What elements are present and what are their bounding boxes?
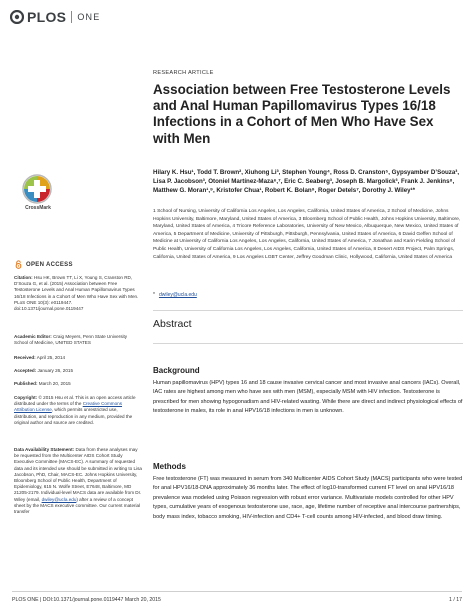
background-heading: Background [153, 366, 200, 375]
received-label: Received: [14, 355, 36, 360]
plos-one-logo[interactable] [10, 9, 100, 25]
data-availability-text-1: Data from these analyses may be requested from the Multicenter AIDS Cohort Study Executive Committee (MACS-EC). A summary of requested data and its intended use should be submitted in writing to Lisa Jacobson, PhD, Chair, MACS-EC. Johns Hopkins University, Bloomberg School of Public Health, Department of Epidemiology, 615 N. Wolfe Street, E7648, Baltimore, MD 21205-2179. Individual-level MACS data are available from Dr. Wiley (email, [14, 447, 142, 502]
citation-label: Citation: [14, 275, 33, 280]
footer-citation: PLOS ONE | DOI:10.1371/journal.pone.0119447 March 20, 2015 [12, 597, 161, 603]
received-block [14, 355, 142, 361]
corresponding-email[interactable] [153, 292, 197, 298]
editor-block [14, 334, 142, 346]
accepted-block [14, 368, 142, 374]
article-title: Association between Free Testosterone Levels and Anal Human Papillomavirus Types 16/18 Infections in a Cohort of Men Who Have Sex with Men [153, 82, 451, 146]
open-lock-icon [14, 260, 23, 269]
open-access-label: OPEN ACCESS [26, 261, 73, 268]
background-text: Human papillomavirus (HPV) types 16 and 18 cause invasive cervical cancer and most invasive anal cancers (IACs). Overall, IAC rates are highest among men who have sex with men (MSM), especially MSM with HIV infection. Testosterone is prescribed for men showing hypogonadism and HIV-related wasting. While there are direct and indirect physiological effects of testosterone in males, its role in anal HPV16/18 infections in men is unknown. [153, 380, 463, 415]
footer-divider [12, 591, 462, 592]
data-availability-text-2: ) after a review of a concept sheet by the MACS executive committee. Our current material transfer [14, 496, 141, 515]
crossmark-label: CrossMark [25, 205, 51, 211]
accepted-label: Accepted: [14, 368, 37, 373]
methods-heading: Methods [153, 462, 186, 471]
article-type: RESEARCH ARTICLE [153, 70, 214, 76]
abstract-heading: Abstract [153, 318, 192, 330]
page-number: 1 / 17 [449, 597, 462, 603]
logo-one-text: ONE [77, 12, 101, 22]
crossmark-icon [21, 173, 53, 205]
editor-label: Academic Editor: [14, 334, 52, 339]
copyright-label: Copyright: [14, 395, 38, 400]
data-availability-block [14, 447, 142, 515]
accepted-text: January 26, 2015 [37, 368, 74, 373]
logo-plos-text: PLOS [27, 9, 67, 25]
published-block [14, 381, 142, 387]
cc-license-link[interactable]: Creative Commons Attribution License [14, 401, 123, 413]
plos-logo-icon [10, 10, 24, 24]
data-email-link[interactable]: dwiley@ucla.edu [41, 496, 77, 502]
copyright-text-2: , which permits unrestricted use, distribution, and reproduction in any medium, provided the original author and source are credited. [14, 407, 133, 425]
received-text: April 25, 2014 [36, 355, 66, 360]
page-header [0, 0, 474, 40]
data-availability-label: Data Availability Statement: [14, 447, 75, 452]
published-label: Published: [14, 381, 38, 386]
divider [153, 343, 463, 344]
author-list: Hilary K. Hsu¹, Todd T. Brown², Xiuhong Li³, Stephen Young⁴, Ross D. Cranston⁵, Gypsyamber D’Souza³, Lisa P. Jacobson³, Otoniel Martínez-Maza⁶,⁷, Eric C. Seaberg³, Joseph B. Margolick³, Frank J. Jenkins⁸, Matthew G. Moran¹,⁹, Kristofer Chua¹, Robert K. Bolan⁹, Roger Detels⁷, Dorothy J. Wiley¹* [153, 169, 460, 195]
editor-text: Craig Meyers, Penn State University School of Medicine, UNITED STATES [14, 334, 128, 346]
divider [153, 310, 463, 311]
citation-block [14, 275, 142, 312]
copyright-text-1: © 2015 Hsu et al. This is an open access article distributed under the terms of the [14, 395, 136, 407]
email-link[interactable]: dwiley@ucla.edu [158, 292, 197, 298]
methods-text: Free testosterone (FT) was measured in serum from 340 Multicenter AIDS Cohort Study (MACS) participants who were tested for anal HPV16/18-DNA approximately 36 months later. The effect of log10-transformed current FT level on anal HPV16/18 prevalence was modeled using Poisson regression with robust error variance. Multivariate models controlled for other HPV types, cumulative years of exogenous testosterone use, race, age, lifetime number of receptive anal intercourse partnerships, body mass index, tobacco smoking, HIV-infection and CD4+ T-cell counts among HIV-infected, and blood draw timing. [153, 476, 463, 520]
citation-text: Hsu HK, Brown TT, Li X, Young S, Cranston RD, D’Souza G, et al. (2015) Association between Free Testosterone Levels and Anal Human Papillomavirus Types 16/18 Infections in a Cohort of Men Who Have Sex with Men. PLoS ONE 10(3): e0119447. doi:10.1371/journal.pone.0119447 [14, 275, 139, 312]
open-access-badge [14, 260, 73, 269]
logo-divider [71, 11, 72, 23]
crossmark-badge[interactable] [18, 173, 58, 211]
published-text: March 20, 2015 [38, 381, 71, 386]
corresponding-symbol: * [153, 292, 155, 298]
copyright-block [14, 395, 142, 426]
affiliations: 1 School of Nursing, University of California Los Angeles, Los Angeles, California, United States of America, 2 School of Medicine, Johns Hopkins University, Baltimore, Maryland, United States of America, 3 Bloomberg School of Public Health, Johns Hopkins University, Baltimore, Maryland, United States of America, 4 Tricore Reference Laboratories, University of New Mexico, Albuquerque, New Mexico, United States of America, 5 Department of Medicine, University of Pittsburgh, Pittsburgh, Pennsylvania, United States of America, 6 David Geffen School of Medicine at University of California Los Angeles, Los Angeles, California, United States of America, 7 Jonathan and Karin Fielding School of Public Health, University of California Los Angeles, Los Angeles, California, United States of America, 8 Desert AIDS Project, Palm Springs, California, United States of America, 9 Los Angeles LGBT Center, Jeffrey Goodman Clinic, Hollywood, California, United States of America [153, 209, 461, 260]
